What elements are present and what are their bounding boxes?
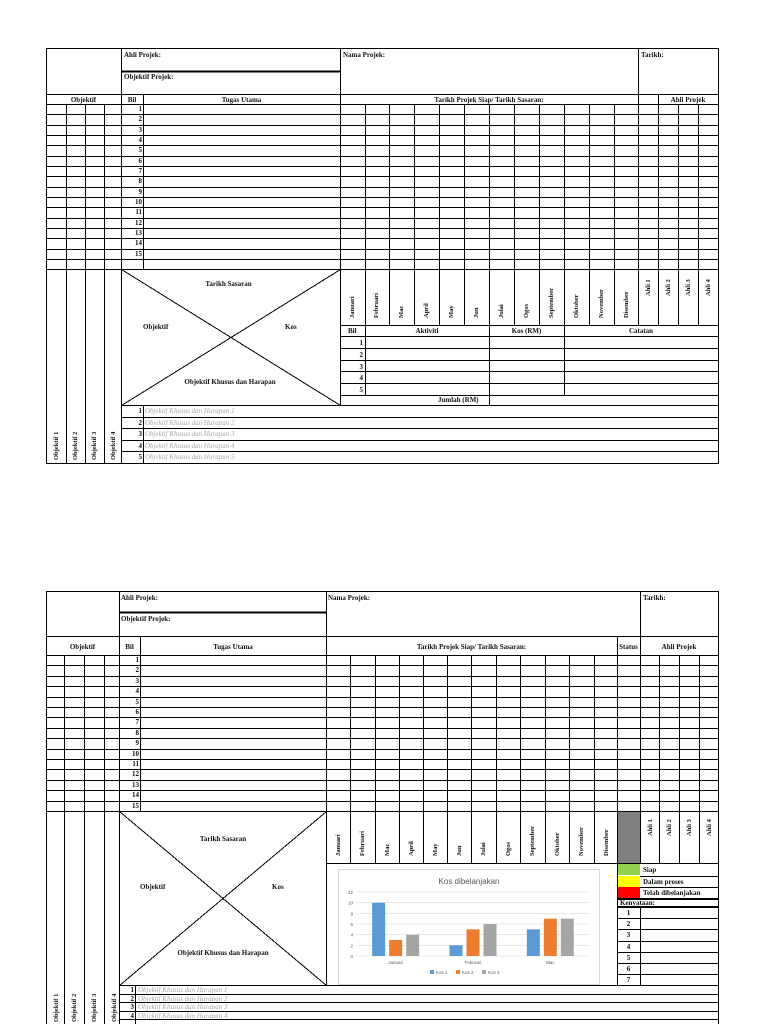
diagram-left-label: Objektif — [143, 323, 169, 331]
month-label: Ogos — [505, 841, 512, 856]
row-number: 14 — [132, 791, 139, 799]
specific-objective-number: 3 — [130, 1003, 134, 1011]
row-number: 2 — [135, 666, 139, 674]
objective-vertical-label: Objektif 4 — [111, 993, 118, 1022]
y-tick-label: 6 — [350, 922, 353, 927]
chart-bar — [467, 929, 480, 956]
cost-row-number: 2 — [359, 351, 363, 359]
specific-objective-number: 1 — [138, 407, 142, 415]
cost-row-number: 1 — [359, 339, 363, 347]
specific-objective-number: 4 — [138, 442, 142, 450]
x-tick-label: Mac — [546, 960, 555, 965]
legend-label: Kos 2 — [462, 970, 474, 975]
cost-bil-header: Bil — [348, 327, 357, 335]
diagram-bottom-label-2: Objektif Khusus dan Harapan — [177, 949, 269, 957]
legend-swatch — [430, 970, 434, 974]
month-label: Disember — [623, 291, 630, 318]
project-objective-label: Objektif Projek: — [124, 73, 174, 81]
member-column-label: Ahli 2 — [666, 819, 673, 836]
month-label: November — [578, 827, 585, 856]
chart-bar — [544, 919, 557, 956]
remarks-label: Kenyataan: — [620, 899, 655, 907]
member-column-label: Ahli 2 — [665, 279, 672, 296]
specific-objective-number: 4 — [130, 1012, 134, 1020]
chart-title: Kos dibelanjakan — [438, 877, 500, 886]
row-number: 4 — [138, 136, 142, 144]
legend-label: Kos 3 — [488, 970, 500, 975]
month-label: April — [408, 841, 415, 856]
chart-bar — [527, 929, 540, 956]
month-label: Jun — [456, 845, 463, 856]
member-label-2: Ahli Projek: — [121, 594, 159, 602]
remarks-row-number: 3 — [626, 931, 631, 939]
row-number: 5 — [135, 698, 139, 706]
specific-objective-text: Objektif Khusus dan Harapan 1 — [138, 986, 228, 994]
month-label: Februari — [373, 293, 380, 318]
diagram-bottom-label: Objektif Khusus dan Harapan — [184, 378, 276, 386]
row-number: 8 — [138, 177, 142, 185]
specific-objective-text: Objektif Khusus dan Harapan 5 — [145, 453, 235, 461]
specific-objective-text: Objektif Khusus dan Harapan 3 — [138, 1003, 228, 1011]
row-number: 2 — [138, 115, 142, 123]
row-number: 9 — [135, 739, 139, 747]
y-tick-label: 0 — [350, 954, 353, 959]
row-number: 9 — [138, 188, 142, 196]
objective-vertical-label: Objektif 2 — [71, 993, 78, 1022]
chart-bar — [484, 924, 497, 956]
objective-vertical-label: Objektif 1 — [53, 993, 60, 1022]
row-number: 15 — [132, 802, 139, 810]
remarks-row-number: 4 — [626, 943, 631, 951]
row-number: 13 — [135, 229, 142, 237]
y-tick-label: 10 — [347, 900, 353, 906]
date-label-2: Tarikh: — [643, 594, 666, 602]
members-header: Ahli Projek — [670, 96, 706, 104]
diagram-right-label-2: Kos — [272, 883, 284, 891]
member-column-label: Ahli 4 — [705, 279, 712, 296]
chart-bar — [406, 935, 419, 956]
month-label: September — [548, 288, 555, 318]
diagram-top-label-2: Tarikh Sasaran — [199, 835, 247, 843]
row-number: 1 — [138, 105, 142, 113]
month-label: Januari — [349, 296, 356, 318]
row-number: 5 — [138, 146, 142, 154]
remarks-row-number: 6 — [626, 965, 631, 973]
specific-objective-text: Objektif Khusus dan Harapan 2 — [145, 419, 235, 427]
specific-objective-text: Objektif Khusus dan Harapan 3 — [145, 430, 235, 438]
bil-header: Bil — [127, 96, 137, 104]
row-number: 11 — [132, 760, 139, 768]
y-tick-label: 4 — [350, 932, 353, 938]
remarks-row-number: 1 — [626, 909, 631, 917]
member-column-label: Ahli 1 — [645, 279, 652, 296]
chart-bar — [389, 940, 402, 956]
cost-header: Kos (RM) — [511, 327, 542, 335]
main-task-header-2: Tugas Utama — [213, 643, 253, 651]
diagram-top-label: Tarikh Sasaran — [205, 280, 252, 288]
chart-bar — [561, 919, 574, 956]
month-label: Januari — [335, 834, 342, 856]
row-number: 10 — [132, 750, 139, 758]
specific-objective-text: Objektif Khusus dan Harapan 1 — [145, 407, 235, 415]
member-label: Ahli Projek: — [124, 51, 162, 59]
members-header-2: Ahli Projek — [661, 643, 697, 651]
target-date-header-2: Tarikh Projek Siap/ Tarikh Sasaran: — [416, 643, 527, 651]
specific-objective-number: 2 — [138, 419, 142, 427]
month-label: November — [598, 289, 605, 318]
cost-row-number: 5 — [359, 386, 363, 394]
cost-chart-svg — [339, 870, 599, 984]
month-label: Julai — [480, 842, 487, 856]
project-objective-label-2: Objektif Projek: — [121, 615, 171, 623]
row-number: 13 — [132, 781, 139, 789]
project-name-label: Nama Projek: — [343, 51, 386, 59]
row-number: 6 — [138, 157, 142, 165]
cost-row-number: 4 — [359, 374, 363, 382]
date-label: Tarikh: — [641, 51, 664, 59]
member-column-label: Ahli 3 — [685, 279, 692, 296]
remarks-row-number: 2 — [626, 920, 631, 928]
remarks-row-number: 5 — [626, 954, 631, 962]
status-header: Status — [619, 643, 638, 651]
row-number: 7 — [138, 167, 142, 175]
row-number: 12 — [132, 770, 139, 778]
row-number: 15 — [135, 250, 142, 258]
month-label: Oktober — [573, 294, 580, 318]
objective-vertical-label: Objektif 3 — [91, 993, 98, 1022]
month-label: Mac — [398, 305, 405, 318]
remarks-row-number: 7 — [626, 976, 631, 984]
bil-header-2: Bil — [125, 643, 134, 651]
cost-row-number: 3 — [359, 363, 363, 371]
legend-label: Kos 1 — [436, 970, 448, 975]
status-legend-label: Telah dibelanjakan — [643, 889, 701, 897]
status-swatch — [618, 876, 640, 887]
status-swatch — [618, 887, 640, 898]
activity-header: Aktiviti — [415, 327, 439, 335]
month-label: Disember — [603, 829, 610, 856]
month-label: Julai — [498, 304, 505, 318]
status-legend-label: Dalam proses — [643, 878, 684, 886]
chart-bar — [450, 945, 463, 956]
row-number: 7 — [135, 718, 139, 726]
objective-vertical-label: Objektif 1 — [53, 431, 60, 460]
row-number: 3 — [138, 126, 142, 134]
chart-bar — [372, 903, 385, 956]
month-label: Mac — [384, 843, 391, 856]
x-tick-label: Februari — [464, 960, 482, 965]
member-column-label: Ahli 3 — [686, 819, 693, 836]
objective-vertical-label: Objektif 2 — [72, 431, 79, 460]
member-column-label: Ahli 1 — [647, 819, 654, 836]
target-date-header: Tarikh Projek Siap/ Tarikh Sasaran: — [434, 96, 544, 104]
status-swatch — [618, 864, 640, 875]
objective-vertical-label: Objektif 3 — [91, 431, 98, 460]
specific-objective-number: 5 — [138, 453, 142, 461]
main-task-header: Tugas Utama — [221, 96, 262, 104]
x-tick-label: Januari — [388, 960, 404, 965]
month-label: May — [432, 843, 439, 856]
row-number: 8 — [135, 729, 139, 737]
status-legend-label: Siap — [643, 866, 657, 874]
row-number: 14 — [135, 239, 142, 247]
month-label: Februari — [359, 831, 366, 856]
objective-vertical-label: Objektif 4 — [110, 431, 117, 460]
y-tick-label: 12 — [347, 890, 353, 895]
specific-objective-text: Objektif Khusus dan Harapan 4 — [145, 442, 235, 450]
member-column-label: Ahli 4 — [706, 819, 713, 836]
row-number: 12 — [135, 219, 142, 227]
specific-objective-text: Objektif Khusus dan Harapan 2 — [138, 995, 228, 1003]
notes-header: Catatan — [628, 327, 654, 335]
row-number: 4 — [135, 687, 139, 695]
total-label: Jumlah (RM) — [438, 396, 479, 404]
month-label: Ogos — [523, 303, 530, 318]
row-number: 11 — [135, 208, 142, 216]
objective-header-2: Objektif — [69, 643, 96, 651]
row-number: 1 — [135, 656, 139, 664]
specific-objective-number: 1 — [130, 986, 134, 994]
specific-objective-number: 3 — [138, 430, 142, 438]
specific-objective-text: Objektif Khusus dan Harapan 4 — [138, 1012, 228, 1020]
diagram-left-label-2: Objektif — [140, 883, 166, 891]
specific-objective-number: 2 — [130, 995, 134, 1003]
project-name-label-2: Nama Projek: — [328, 594, 371, 602]
legend-swatch — [456, 970, 460, 974]
cost-chart — [338, 869, 600, 985]
row-number: 10 — [135, 198, 142, 206]
row-number: 3 — [135, 677, 139, 685]
y-tick-label: 8 — [350, 911, 353, 917]
legend-swatch — [482, 970, 486, 974]
diagram-right-label: Kos — [285, 323, 297, 331]
row-number: 6 — [135, 708, 139, 716]
month-label: September — [529, 826, 536, 856]
objective-header: Objektif — [70, 96, 97, 104]
month-label: Oktober — [554, 832, 561, 856]
month-label: Jun — [473, 307, 480, 318]
month-label: April — [423, 303, 430, 318]
month-label: May — [448, 305, 455, 318]
y-tick-label: 2 — [350, 943, 353, 949]
